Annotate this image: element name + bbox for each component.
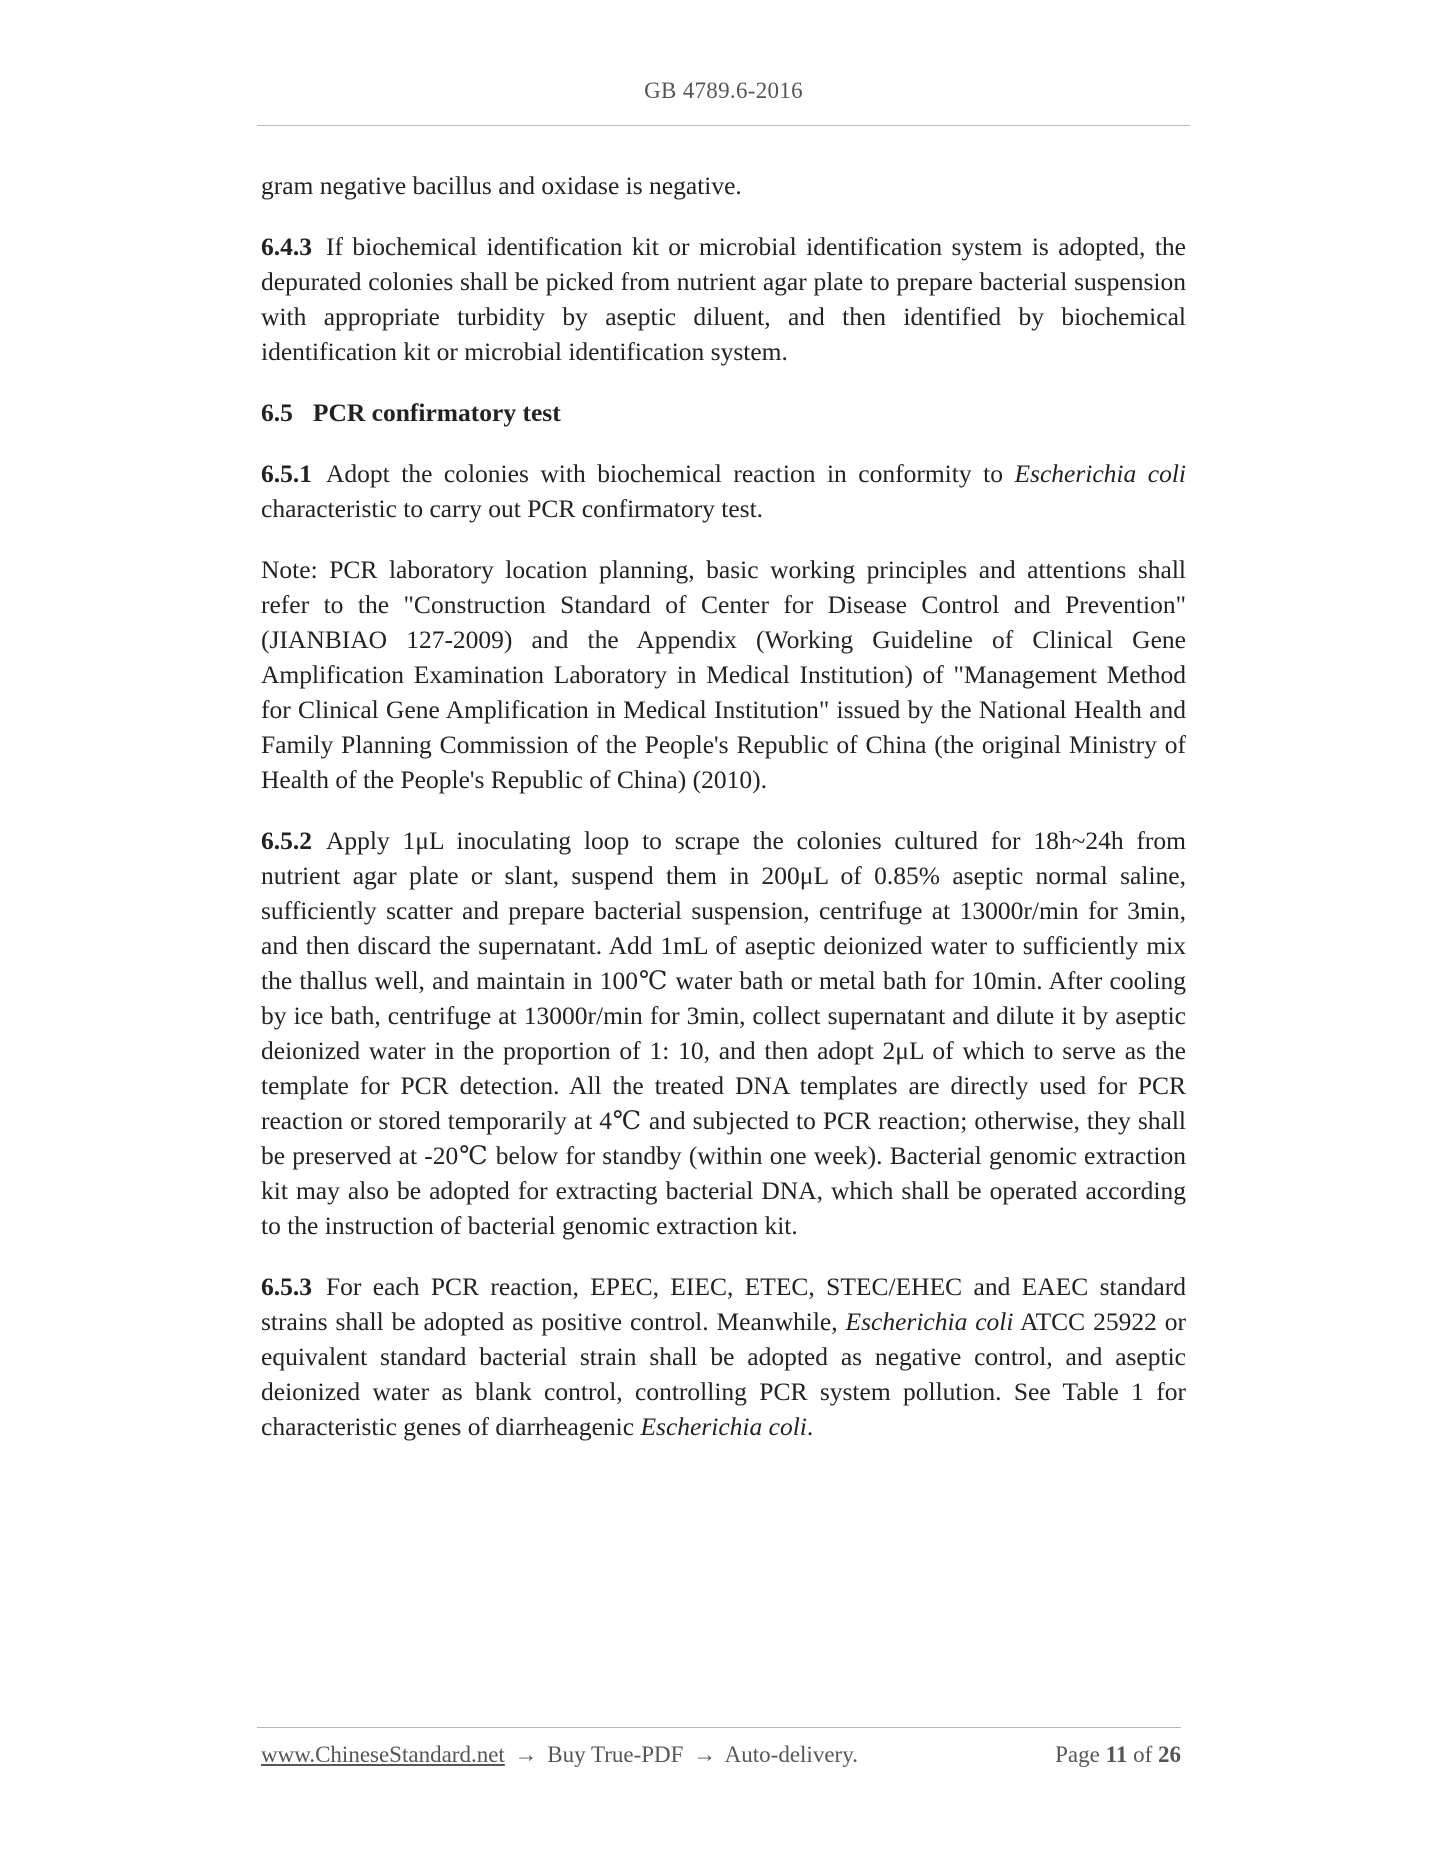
document-body [261, 168, 1186, 1470]
paragraph-continuation: gram negative bacillus and oxidase is negative. [261, 171, 742, 200]
header-divider [257, 125, 1190, 126]
page-word: Page [1055, 1742, 1100, 1767]
clause-text: . [806, 1412, 814, 1441]
section-number: 6.5 [261, 398, 293, 427]
clause-number: 6.5.3 [261, 1272, 312, 1301]
buy-pdf-text: Buy True-PDF [547, 1742, 684, 1767]
clause-text: characteristic to carry out PCR confirmatory test. [261, 494, 764, 523]
page-number [1055, 1742, 1181, 1768]
clause-number: 6.4.3 [261, 232, 312, 261]
arrow-right-icon: → [514, 1742, 538, 1767]
clause-number: 6.5.1 [261, 459, 312, 488]
species-name: Escherichia coli [845, 1307, 1014, 1336]
clause-text: Adopt the colonies with biochemical reaction in conformity to [326, 459, 1015, 488]
of-word: of [1133, 1742, 1153, 1767]
species-name: Escherichia coli [640, 1412, 807, 1441]
clause-number: 6.5.2 [261, 826, 312, 855]
arrow-right-icon: → [693, 1742, 717, 1767]
clause-6-4-3 [261, 229, 1186, 369]
auto-delivery-text: Auto-delivery. [724, 1742, 858, 1767]
clause-6-5-2 [261, 823, 1186, 1243]
footer-divider [257, 1727, 1181, 1728]
note-paragraph: Note: PCR laboratory location planning, basic working principles and attentions shall refer to the "Construction Standard of Center for Disease Control and Prevention" (JIANBIAO 127-2009) and the Appendix (Working Guideline of Clinical Gene Amplification Examination Laboratory in Medical Institution) of "Management Method for Clinical Gene Amplification in Medical Institution" issued by the National Health and Family Planning Commission of the People's Republic of China (the original Ministry of Health of the People's Republic of China) (2010). [261, 555, 1186, 794]
section-title: PCR confirmatory test [312, 398, 561, 427]
total-pages: 26 [1158, 1742, 1181, 1767]
footer-promo [261, 1742, 858, 1768]
page-header: GB 4789.6-2016 [644, 78, 803, 103]
species-name: Escherichia coli [1014, 459, 1186, 488]
clause-6-5-3 [261, 1269, 1186, 1444]
website-link[interactable]: www.ChineseStandard.net [261, 1742, 505, 1767]
current-page: 11 [1105, 1742, 1128, 1767]
clause-text: ATCC 25922 or equivalent standard bacterial strain shall be adopted as negative control, and aseptic deionized water as blank control, controlling PCR system pollution. See Table 1 for characteristic genes of diarrheagenic [261, 1307, 1186, 1441]
section-heading [261, 395, 1186, 430]
clause-text: Apply 1μL inoculating loop to scrape the colonies cultured for 18h~24h from nutrient agar plate or slant, suspend them in 200μL of 0.85% aseptic normal saline, sufficiently scatter and prepare bacterial suspension, centrifuge at 13000r/min for 3min, and then discard the supernatant. Add 1mL of aseptic deionized water to sufficiently mix the thallus well, and maintain in 100℃ water bath or metal bath for 10min. After cooling by ice bath, centrifuge at 13000r/min for 3min, collect supernatant and dilute it by aseptic deionized water in the proportion of 1: 10, and then adopt 2μL of which to serve as the template for PCR detection. All the treated DNA templates are directly used for PCR reaction or stored temporarily at 4℃ and subjected to PCR reaction; otherwise, they shall be preserved at -20℃ below for standby (within one week). Bacterial genomic extraction kit may also be adopted for extracting bacterial DNA, which shall be operated according to the instruction of bacterial genomic extraction kit. [261, 826, 1186, 1240]
clause-text: For each PCR reaction, EPEC, EIEC, ETEC, STEC/EHEC and EAEC standard strains shall be adopted as positive control. Meanwhile, [261, 1272, 1186, 1336]
clause-text: If biochemical identification kit or microbial identification system is adopted, the depurated colonies shall be picked from nutrient agar plate to prepare bacterial suspension with appropriate turbidity by aseptic diluent, and then identified by biochemical identification kit or microbial identification system. [261, 232, 1186, 366]
clause-6-5-1 [261, 456, 1186, 526]
